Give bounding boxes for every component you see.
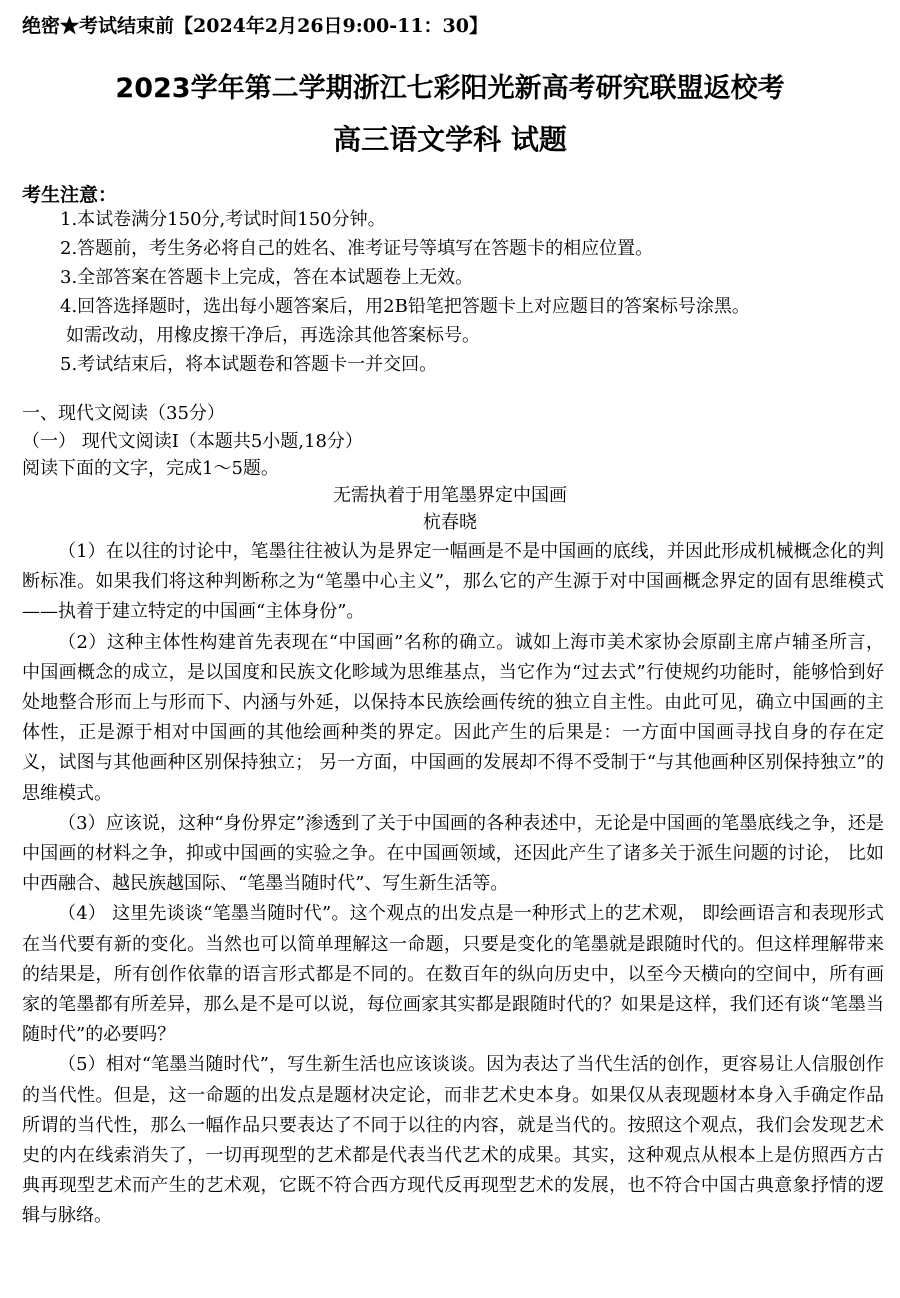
- section-instruction: 阅读下面的文字，完成1～5题。: [22, 458, 279, 479]
- article-paragraph: （2）这种主体性构建首先表现在“中国画”名称的确立。诚如上海市美术家协会原副主席卢辅圣所言， 中国画概念的成立，是以国度和民族文化畛域为思维基点，当它作为“过去式”行使规约功能时，能够恰到好处地整合形而上与形而下、内涵与外延，以保持本民族绘画传统的独立自主性。由此可见，确立中国画的主体性，正是源于相对中国画的其他绘画种类的界定。因此产生的后果是：一方面中国画寻找自身的存在定义，试图与其他画种区别保持独立； 另一方面，中国画的发展却不得不受制于“与其他画种区别保持独立”的思维模式。: [22, 631, 884, 804]
- exam-title: 2023学年第二学期浙江七彩阳光新高考研究联盟返校考: [115, 73, 785, 104]
- notice-heading: 考生注意：: [22, 184, 118, 206]
- article-paragraph: （1）在以往的讨论中，笔墨往往被认为是界定一幅画是不是中国画的底线，并因此形成机械概念化的判断标准。如果我们将这种判断称之为“笔墨中心主义”，那么它的产生源于对中国画概念界定的固有思维模式——执着于建立特定的中国画“主体身份”。: [22, 541, 884, 623]
- notice-item: 1.本试卷满分150分,考试时间150分钟。: [60, 209, 386, 230]
- notice-item: 4.回答选择题时，选出每小题答案后，用2B铅笔把答题卡上对应题目的答案标号涂黑。: [60, 296, 750, 317]
- section-part-title: 一、现代文阅读（35分）: [22, 403, 225, 424]
- notice-item: 3.全部答案在答题卡上完成，答在本试题卷上无效。: [60, 267, 474, 288]
- exam-subtitle: 高三语文学科 试题: [333, 123, 567, 156]
- article-title: 无需执着于用笔墨界定中国画: [333, 485, 567, 506]
- article-author: 杭春晓: [423, 512, 477, 533]
- article-paragraph: （3）应该说，这种“身份界定”渗透到了关于中国画的各种表述中，无论是中国画的笔墨底线之争，还是中国画的材料之争，抑或中国画的实验之争。在中国画领域，还因此产生了诸多关于派生问题的讨论， 比如中西融合、越民族越国际、“笔墨当随时代”、写生新生活等。: [22, 812, 884, 895]
- notice-item: 5.考试结束后，将本试题卷和答题卡一并交回。: [60, 354, 438, 375]
- article-paragraph: （5）相对“笔墨当随时代”，写生新生活也应该谈谈。因为表达了当代生活的创作，更容易让人信服创作的当代性。但是，这一命题的出发点是题材决定论，而非艺术史本身。如果仅从表现题材本身入手确定作品所谓的当代性，那么一幅作品只要表达了不同于以往的内容，就是当代的。按照这个观点，我们会发现艺术史的内在线索消失了，一切再现型的艺术都是代表当代艺术的成果。其实，这种观点从根本上是仿照西方古典再现型艺术而产生的艺术观，它既不符合西方现代反再现型艺术的发展，也不符合中国古典意象抒情的逻辑与脉络。: [22, 1054, 884, 1227]
- notice-item: 2.答题前，考生务必将自己的姓名、准考证号等填写在答题卡的相应位置。: [60, 238, 654, 259]
- notice-list: [60, 205, 890, 379]
- confidential-line: 绝密★考试结束前【2024年2月26日9:00-11：30】: [22, 15, 488, 37]
- section-sub-title: （一） 现代文阅读Ⅰ（本题共5小题,18分）: [22, 431, 363, 452]
- article-body: [22, 537, 884, 1232]
- article-paragraph: （4） 这里先谈谈“笔墨当随时代”。这个观点的出发点是一种形式上的艺术观， 即绘画语言和表现形式在当代要有新的变化。当然也可以简单理解这一命题，只要是变化的笔墨就是跟随时代的。但这样理解带来的结果是，所有创作依靠的语言形式都是不同的。在数百年的纵向历史中，以至今天横向的空间中，所有画家的笔墨都有所差异，那么是不是可以说，每位画家其实都是跟随时代的？如果是这样，我们还有谈“笔墨当随时代”的必要吗？: [22, 903, 884, 1046]
- notice-item-continuation: 如需改动，用橡皮擦干净后，再选涂其他答案标号。: [66, 325, 480, 346]
